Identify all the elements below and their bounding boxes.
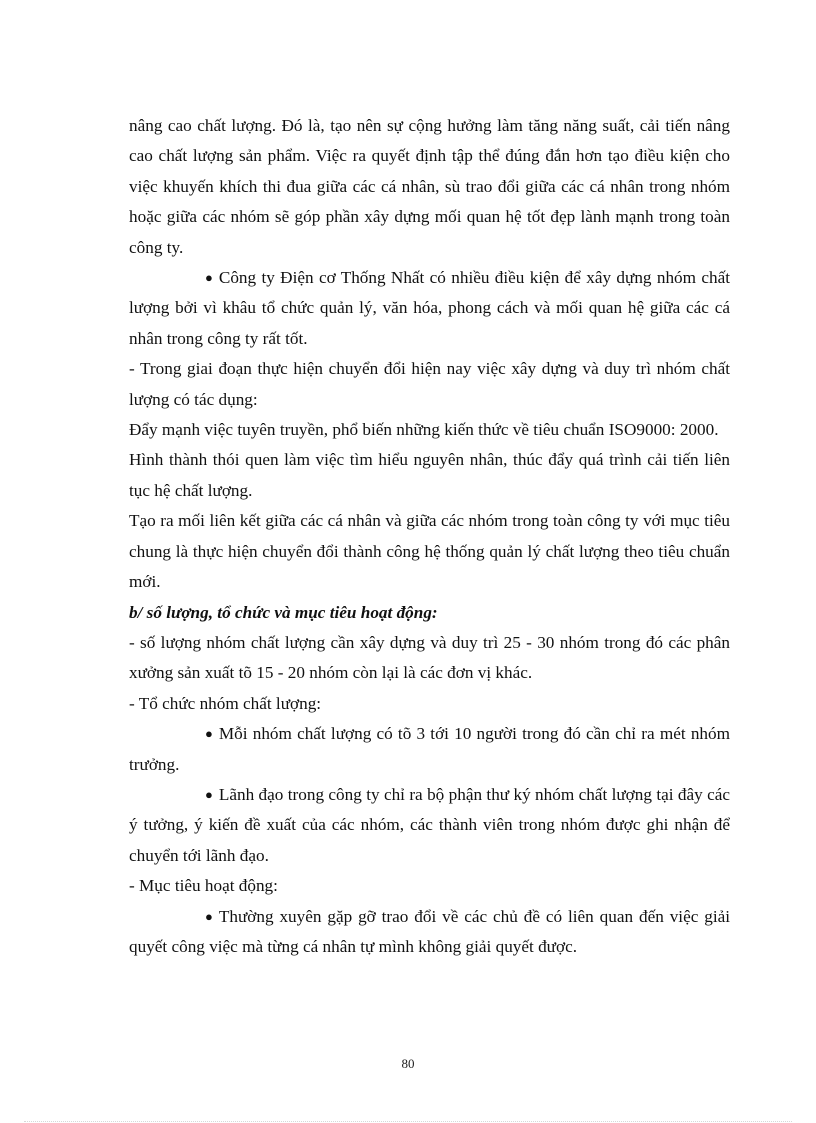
bullet-paragraph [129, 263, 730, 354]
paragraph-dash: - Trong giai đoạn thực hiện chuyển đổi hiện nay việc xây dựng và duy trì nhóm chất lượng có tác dụng: [129, 359, 730, 409]
page-bottom-divider [24, 1121, 792, 1122]
bullet-text: Mỗi nhóm chất lượng có tõ 3 tới 10 người trong đó cần chỉ ra mét nhóm trưởng. [129, 724, 730, 774]
paragraph-dash: - Mục tiêu hoạt động: [129, 876, 278, 896]
bullet-icon: ● [205, 786, 213, 802]
paragraph-dash: - Tổ chức nhóm chất lượng: [129, 693, 322, 713]
bullet-paragraph [129, 902, 730, 963]
bullet-icon: ● [205, 270, 213, 286]
bullet-text: Thường xuyên gặp gỡ trao đổi về các chủ đề có liên quan đến việc giải quyết công việc mà từng cá nhân tự mình không giải quyết được. [129, 906, 730, 956]
paragraph-dash: - số lượng nhóm chất lượng cần xây dựng và duy trì 25 - 30 nhóm trong đó các phân xưởng sản xuất tõ 15 - 20 nhóm còn lại là các đơn vị khác. [129, 632, 730, 683]
bullet-text: Lãnh đạo trong công ty chỉ ra bộ phận thư ký nhóm chất lượng tại đây các ý tưởng, ý kiến đề xuất của các nhóm, các thành viên trong nhóm được ghi nhận để chuyển tới lãnh đạo. [129, 784, 730, 865]
bullet-paragraph [129, 780, 730, 871]
paragraph: Đẩy mạnh việc tuyên truyền, phổ biến những kiến thức về tiêu chuẩn ISO9000: 2000. [129, 420, 719, 440]
page-number: 80 [401, 1056, 415, 1071]
bullet-icon: ● [205, 726, 213, 742]
paragraph-intro: nâng cao chất lượng. Đó là, tạo nên sự cộng hưởng làm tăng năng suất, cải tiến nâng cao chất lượng sản phẩm. Việc ra quyết định tập thể đúng đắn hơn tạo điều kiện cho việc khuyến khích thi đua giữa các cá nhân, sù trao đổi giữa các cá nhân trong nhóm hoặc giữa các nhóm sẽ góp phần xây dựng mối quan hệ tốt đẹp lành mạnh trong toàn công ty. [129, 116, 730, 257]
bullet-paragraph [129, 719, 730, 780]
section-heading: b/ số lượng, tổ chức và mục tiêu hoạt động: [129, 602, 438, 622]
bullet-text: Công ty Điện cơ Thống Nhất có nhiều điều kiện để xây dựng nhóm chất lượng bởi vì khâu tổ chức quản lý, văn hóa, phong cách và mối quan hệ giữa các cá nhân trong công ty rất tốt. [129, 268, 730, 348]
paragraph: Hình thành thói quen làm việc tìm hiểu nguyên nhân, thúc đẩy quá trình cải tiến liên tục hệ chất lượng. [129, 450, 730, 500]
paragraph: Tạo ra mối liên kết giữa các cá nhân và giữa các nhóm trong toàn công ty với mục tiêu chung là thực hiện chuyển đổi thành công hệ thống quản lý chất lượng theo tiêu chuẩn mới. [129, 511, 730, 592]
page-body [129, 111, 730, 962]
bullet-icon: ● [205, 908, 213, 924]
